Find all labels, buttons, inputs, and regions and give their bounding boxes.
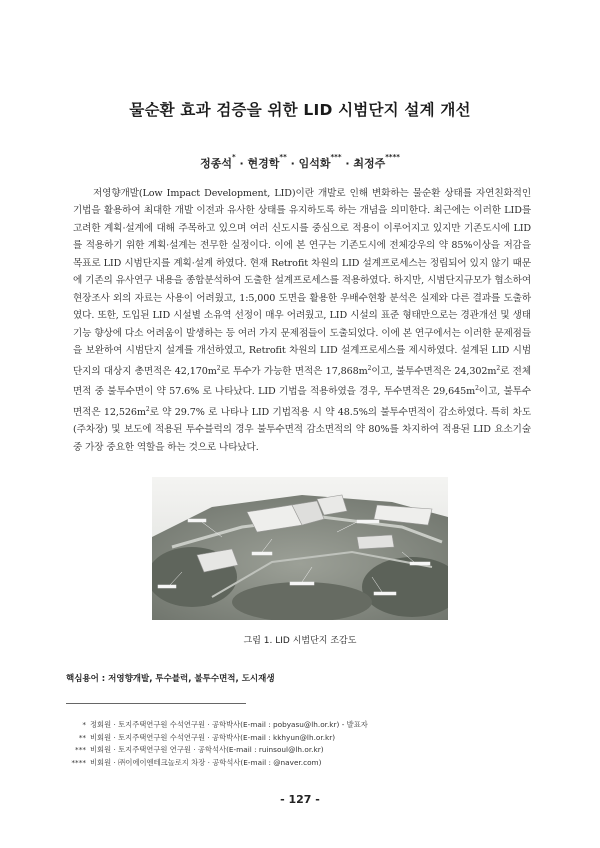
- abstract: [73, 185, 531, 456]
- author-name: 임석화: [298, 157, 331, 170]
- footnote-text: 비회원 · 토지주택연구원 연구원 · 공학석사(E-mail : ruinsoul@lh.or.kr): [90, 745, 324, 754]
- author-separator: ·: [345, 157, 350, 170]
- author-separator: ·: [290, 157, 295, 170]
- keywords-list: 저영향개발, 투수블럭, 불투수면적, 도시재생: [108, 674, 275, 684]
- abstract-text: 로 투수가 가능한 면적은 17,868m: [220, 365, 368, 377]
- abstract-text: 저영향개발(Low Impact Development, LID)이란 개발로 인해 변화하는 물순환 상태를 자연친화적인 기법을 활용하여 최대한 개발 이전과 유사한 상태를 유지하도록 하는 개념을 의미한다. 최근에는 이러한 LID를 고려한 계획·설계에 대해 주목하고 있으며 여러 신도시를 중심으로 적용이 이루어지고 있지만 기존도시에 LID를 적용하기 위한 계획·설계는 전무한 실정이다. 이에 본 연구는 기존도시에 전체강우의 약 85%이상을 저감을 목표로 LID 시범단지를 계획·설계 하였다. 현재 Retrofit 차원의 LID 설계프로세스는 정립되어 있지 않기 때문에 기존의 유사연구 내용을 종합분석하여 도출한 설계프로세스를 적용하였다. 하지만, 시범단지규모가 협소하여 현장조사 외의 자료는 사용이 어려웠고, 1:5,000 도면을 활용한 우배수현황 분석은 실제와 다른 결과를 도출하였다. 또한, 도입된 LID 시설별 소유역 선정이 매우 어려웠고, LID 시설의 표준 형태만으로는 경관개선 및 생태기능 향상에 다소 어려움이 발생하는 등 여러 가지 문제점들이 도출되었다. 이에 본 연구에서는 이러한 문제점들을 보완하여 시범단지 설계를 개선하였고, Retrofit 차원의 LID 설계프로세스를 제시하였다. 설계된 LID 시범단지의 대상지 총면적은 42,170m: [73, 188, 531, 377]
- abstract-text: 로 전체 면적 중 불투수면이 약 57.6% 로 나타났다. LID 기법을 적용하였을 경우, 투수면적은 29,645m: [73, 365, 531, 398]
- unit-superscript: 2: [496, 364, 501, 372]
- unit-superscript: 2: [475, 385, 479, 393]
- footnote-text: 비회원 · ㈜이에이엔테크놀로지 차장 · 공학석사(E-mail : @naver.com): [90, 757, 322, 767]
- abstract-text: 이고, 불투수면적은 24,302m: [371, 365, 497, 377]
- author-mark: ***: [330, 153, 342, 161]
- keywords: [66, 672, 275, 684]
- footnote: [62, 732, 542, 745]
- abstract-text: 이고, 불투수면적은 12,526m: [73, 386, 531, 418]
- paper-title: 물순환 효과 검증을 위한 LID 시범단지 설계 개선: [129, 101, 471, 119]
- author-mark: ****: [385, 153, 400, 161]
- author-name: 정종석: [200, 157, 232, 170]
- unit-superscript: 2: [367, 364, 372, 372]
- author-mark: *: [231, 153, 236, 161]
- footnote-mark: ****: [71, 757, 86, 767]
- footnote: [62, 757, 542, 770]
- footnote-mark: **: [78, 732, 86, 742]
- footnote-text: 정회원 · 토지주택연구원 수석연구원 · 공학박사(E-mail : pobyasu@lh.or.kr) - 발표자: [90, 720, 368, 729]
- footnotes: [62, 719, 542, 769]
- unit-superscript: 2: [216, 364, 221, 372]
- aerial-site-image: [152, 477, 448, 620]
- footnote-mark: *: [82, 720, 86, 729]
- abstract-text: 로 약 29.7% 로 나타나 LID 기법적용 시 약 48.5%의 불투수면적이 감소하였다. 특히 차도(주차장) 및 보도에 적용된 투수블럭의 경우 불투수면적 감소면적의 약 80%를 차지하여 적용된 LID 요소기술 중 가장 중요한 역할을 하는 것으로 나타났다.: [73, 407, 531, 453]
- author-name: 최정주: [353, 157, 386, 170]
- author-name: 현경학: [247, 157, 280, 170]
- footnote-mark: ***: [75, 745, 86, 754]
- author-list: [0, 155, 600, 171]
- author-separator: ·: [239, 157, 244, 170]
- footnote-divider: [66, 703, 246, 704]
- footnote: [62, 744, 542, 757]
- footnote: [62, 719, 542, 732]
- keywords-label: 핵심용어 :: [66, 674, 109, 684]
- page-number: - 127 -: [280, 793, 320, 806]
- author-mark: **: [279, 153, 287, 161]
- unit-superscript: 2: [145, 405, 150, 413]
- footnote-text: 비회원 · 토지주택연구원 수석연구원 · 공학박사(E-mail : kkhyun@lh.or.kr): [90, 732, 336, 742]
- figure-caption: 그림 1. LID 시범단지 조감도: [243, 636, 357, 646]
